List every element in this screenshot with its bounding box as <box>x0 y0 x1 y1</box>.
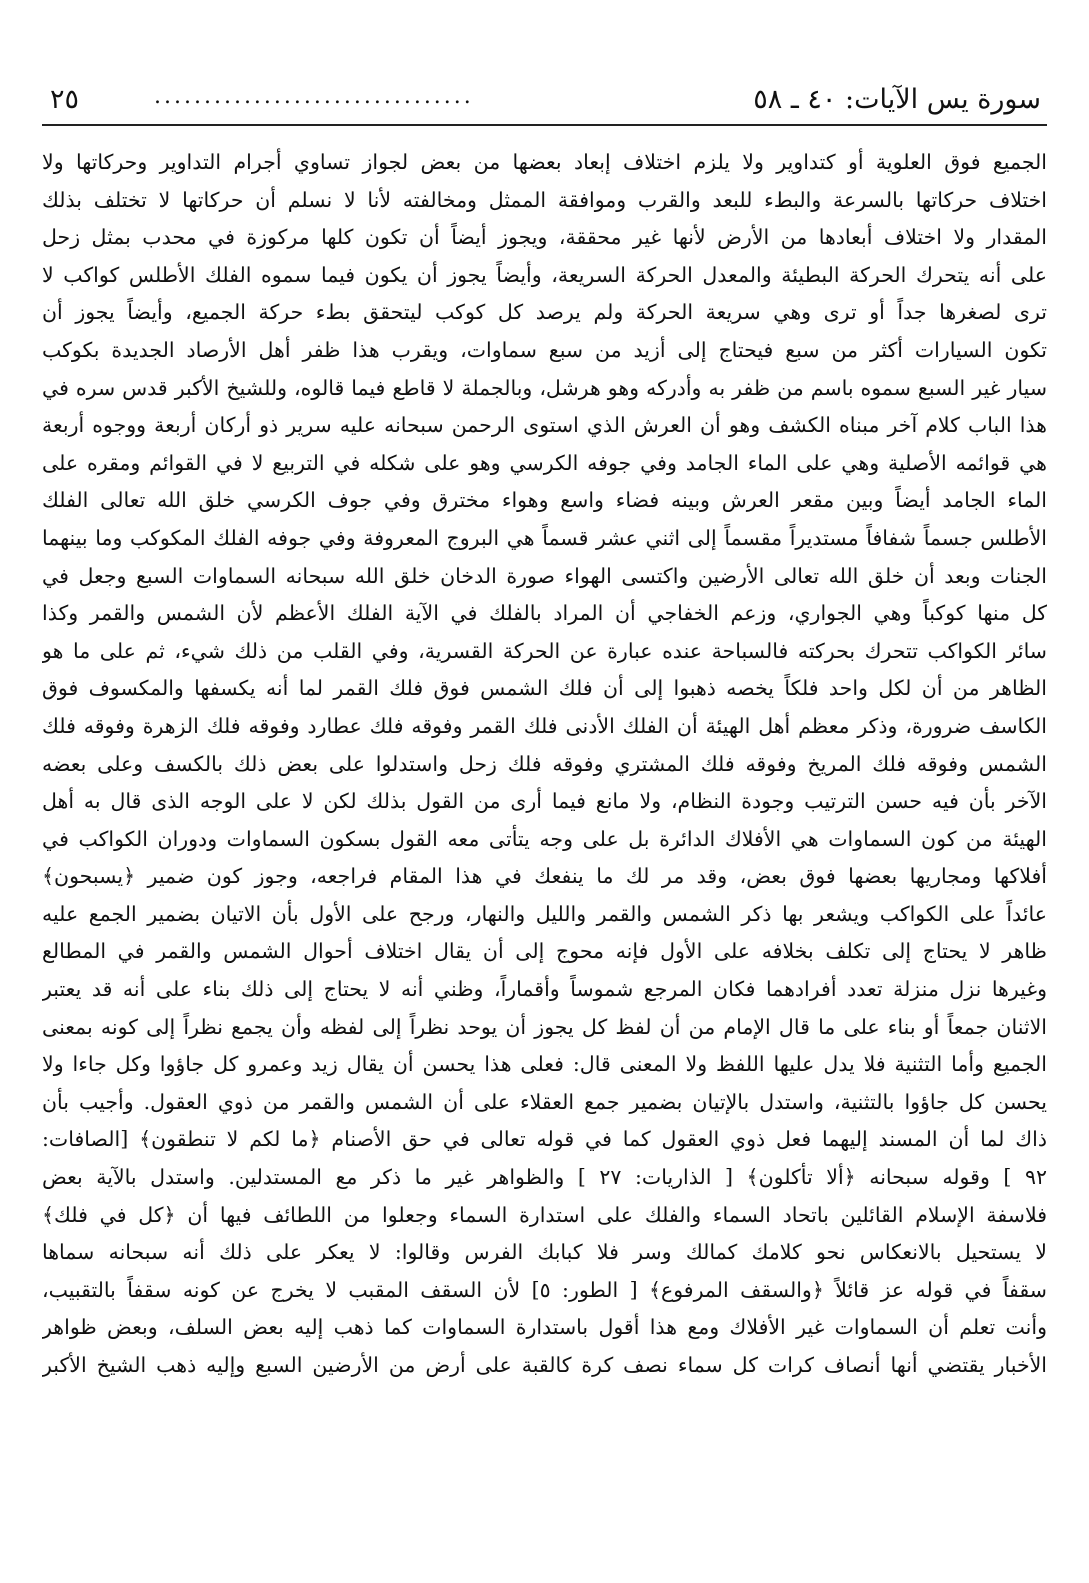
text-line: وأنت تعلم أن السماوات غير الأفلاك ومع هذا أقول باستدارة السماوات كما ذهب إليه بعض السلف، وبعض ظواهر <box>42 1315 1047 1340</box>
text-line: الأطلس جسماً شفافاً مستديراً مقسماً إلى اثني عشر قسماً هي البروج المعروفة وفي جوفه الفلك المكوكب وما بينهما <box>42 525 1047 550</box>
text-line: المقدار ولا اختلاف أبعادها من الأرض لأنها غير محققة، ويجوز أيضاً أن تكون كلها مركوزة في محدب بمثل زحل <box>42 225 1047 250</box>
text-line: عائداً على الكواكب ويشعر بها ذكر الشمس والقمر والليل والنهار، ورجح على الأول بأن الاتيان بضمير الجمع عليه <box>42 901 1047 926</box>
body-text <box>42 144 1047 1385</box>
text-line: فلاسفة الإسلام القائلين باتحاد السماء والفلك على استدارة السماء وجعلوا من اللطائف فيها أن ﴿كل في فلك﴾ <box>42 1202 1047 1227</box>
text-line: الآخر بأن فيه حسن الترتيب وجودة النظام، ولا مانع فيما أرى من القول بذلك لكن لا على الوجه الذى قال به أهل <box>42 789 1047 814</box>
text-line: ظاهر لا يحتاج إلى تكلف بخلافه على الأول فإنه محوج إلى أن يقال اختلاف أحوال الشمس والقمر في المطالع <box>42 939 1047 964</box>
page-number: ٢٥ <box>50 84 80 115</box>
text-line: يحسن كل جاؤوا بالتثنية، واستدل بالإتيان بضمير جمع العقلاء على أن الشمس والقمر من ذوي العقول. وأجيب بأن <box>42 1089 1047 1114</box>
text-line: ذاك لما أن المسند إليهما فعل ذوي العقول كما في قوله تعالى في حق الأصنام ﴿ما لكم لا تنطقون﴾ [الصافات: <box>42 1127 1047 1152</box>
text-line: الهيئة من كون السماوات هي الأفلاك الدائرة بل على وجه يتأتى معه القول بسكون السماوات ودوران الكواكب في <box>42 826 1047 851</box>
text-line: سقفاً في قوله عز قائلاً ﴿والسقف المرفوع﴾ [ الطور: ٥] لأن السقف المقبب لا يخرج عن كونه سقفاً بالتقبيب، <box>42 1277 1047 1302</box>
chapter-title: سورة يس الآيات: ٤٠ ـ ٥٨ <box>753 84 1041 115</box>
text-line: الكاسف ضرورة، وذكر معظم أهل الهيئة أن الفلك الأدنى فلك القمر وفوقه فلك عطارد وفوقه فلك الزهرة وفوقه فلك <box>42 713 1047 738</box>
text-line: ترى لصغرها جداً أو ترى وهي سريعة الحركة ولم يرصد كل كوكب ليتحقق بطء حركة الجميع، وأيضاً يجوز أن <box>42 300 1047 325</box>
text-line: ٩٢ ] وقوله سبحانه ﴿ألا تأكلون﴾ [ الذاريات: ٢٧ ] والظواهر غير ما ذكر مع المستدلين. واستدل بالآية بعض <box>42 1165 1047 1190</box>
text-line: الجميع فوق العلوية أو كتداوير ولا يلزم اختلاف إبعاد بعضها من بعض لجواز تساوي أجرام التداوير وحركاتها ولا <box>42 150 1047 174</box>
text-line: الظاهر من أن لكل واحد فلكاً يخصه ذهبوا إلى أن فلك الشمس فوق فلك القمر لما أنه يكسفها والمكسوف فوق <box>42 676 1047 701</box>
text-line: هذا الباب كلام آخر مبناه الكشف وهو أن العرش الذي استوى الرحمن سبحانه عليه سرير ذو أركان أربعة ووجوه أربعة <box>42 413 1047 438</box>
text-line: سيار غير السبع سموه باسم من ظفر به وأدركه وهو هرشل، وبالجملة لا قاطع فيما قالوه، وللشيخ الأكبر قدس سره في <box>42 375 1047 400</box>
text-line: هي قوائمه الأصلية وهي على الماء الجامد وفي جوفه الكرسي وهو على شكله في التربيع لا في القوائم ومقره على <box>42 450 1047 475</box>
text-line: أفلاكها ومجاريها بعضها فوق بعض، وقد مر لك ما ينفعك في هذا المقام فراجعه، وجوز كون ضمير ﴿يسبحون﴾ <box>42 864 1047 889</box>
text-line: الجنات وبعد أن خلق الله تعالى الأرضين واكتسى الهواء صورة الدخان خلق الله سبحانه السماوات السبع وجعل في <box>42 563 1047 588</box>
text-line: سائر الكواكب تتحرك بحركته فالسباحة عنده عبارة عن الحركة القسرية، وفي القلب من ذلك شيء، ثم على ما هو <box>42 638 1047 663</box>
text-line: كل منها كوكباً وهي الجواري، وزعم الخفاجي أن المراد بالفلك في الآية الفلك الأعظم لأن الشمس والقمر وكذا <box>42 601 1047 626</box>
text-line: لا يستحيل بالانعكاس نحو كلامك كمالك وسر فلا كبابك الفرس وقالوا: لا يعكر على ذلك أنه سبحانه سماها <box>42 1240 1047 1265</box>
running-header <box>42 80 1047 126</box>
text-line: الأخبار يقتضي أنها أنصاف كرات كل سماء نصف كرة كالقبة على أرض من الأرضين السبع وإليه ذهب الشيخ الأكبر <box>42 1353 1047 1377</box>
text-line: على أنه يتحرك الحركة البطيئة والمعدل الحركة السريعة، وأيضاً يجوز أن يكون فيما سموه الفلك الأطلس كواكب لا <box>42 262 1047 287</box>
text-line: اختلاف حركاتها بالسرعة والبطء للبعد والقرب وموافقة الممثل ومخالفته لأنا لا نسلم أن حركاتها لا تختلف بذلك <box>42 187 1047 212</box>
text-line: تكون السيارات أكثر من سبع فيحتاج إلى أزيد من سبع سماوات، ويقرب هذا ظفر أهل الأرصاد الجديدة بكوكب <box>42 337 1047 362</box>
text-line: وغيرها نزل منزلة تعدد أفرادهما فكان المرجع شموساً وأقماراً، وظني أنه لا يحتاج إلى ذلك بناء على أنه قد يعتبر <box>42 977 1047 1002</box>
text-line: الشمس وفوقه فلك المريخ وفوقه فلك المشتري وفوقه فلك زحل واستدلوا على بعض ذلك بالكسف وعلى بعضه <box>42 751 1047 776</box>
text-line: الاثنان جمعاً أو بناء على ما قال الإمام من أن لفظ كل يجوز أن يوحد نظراً إلى لفظه وأن يجمع نظراً إلى كونه بمعنى <box>42 1014 1047 1039</box>
leader-dots: ................................ <box>154 84 474 109</box>
text-line: الماء الجامد أيضاً وبين مقعر العرش وبينه فضاء واسع وهواء مخترق وفي جوف الكرسي خلق الله تعالى الفلك <box>42 488 1047 513</box>
text-line: الجميع وأما التثنية فلا يدل عليها اللفظ ولا المعنى قال: فعلى هذا يحسن أن يقال زيد وعمرو كل جاؤوا وكل جاءا ولا <box>42 1052 1047 1077</box>
